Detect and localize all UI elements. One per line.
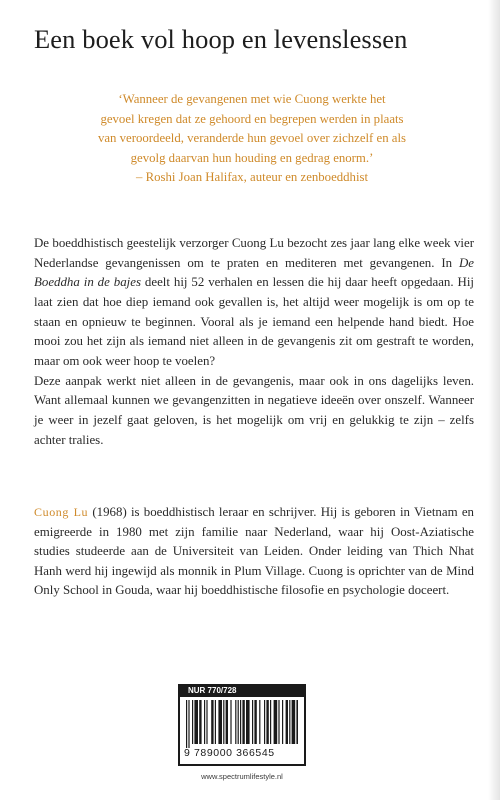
author-name: Cuong Lu bbox=[34, 505, 89, 519]
quote-line: van veroordeeld, veranderde hun gevoel over zichzelf en als bbox=[97, 131, 407, 146]
description-text: deelt hij 52 verhalen en lessen die hij daar heeft opgedaan. Hij laat zien dat hoe diep iemand ook gevallen is, het altijd weer mogelijk is om op te staan en opnieuw te beginnen. Vooral als je iemand een helpende hand biedt. Hoe mooi zou het zijn als iemand niet alleen in de gevangenis zit om gestraft te worden, maar om ook weer hoop te voelen? bbox=[34, 275, 474, 368]
description-paragraph-1 bbox=[34, 234, 474, 372]
quote-line: ‘Wanneer de gevangenen met wie Cuong werkte het bbox=[118, 92, 386, 106]
page-edge-shadow bbox=[488, 0, 500, 800]
isbn-number: 9 789000 366545 bbox=[184, 747, 275, 759]
bio-paragraph bbox=[34, 503, 474, 601]
bio-text: (1968) is boeddhistisch leraar en schrijver. Hij is geboren in Vietnam en emigreerde in 1980 met zijn familie naar Nederland, waar hij Oost-Aziatische studies studeerde aan de Universiteit van Leiden. Onder leiding van Thich Nhat Hanh werd hij ingewijd als monnik in Plum Village. Cuong is oprichter van de Mind Only School in Gouda, waar hij boeddhistische filosofie en psychologie doceert. bbox=[34, 505, 474, 598]
quote-attribution: – Roshi Joan Halifax, auteur en zenboeddhist bbox=[135, 170, 369, 185]
barcode-bars-icon bbox=[186, 700, 298, 748]
description-text: De boeddhistisch geestelijk verzorger Cuong Lu bezocht zes jaar lang elke week vier Nederlandse gevangenissen om te praten en mediteren met gevangenen. In bbox=[34, 236, 474, 270]
headline: Een boek vol hoop en levenslessen bbox=[34, 24, 408, 54]
nur-code: NUR 770/728 bbox=[178, 684, 306, 697]
book-title: De Boeddha in de bajes bbox=[34, 255, 474, 290]
endorsement-quote bbox=[52, 90, 452, 188]
author-bio bbox=[34, 503, 474, 601]
book-description bbox=[34, 234, 474, 450]
quote-line: gevolg daarvan hun houding en gedrag enorm.’ bbox=[130, 150, 374, 165]
barcode-frame bbox=[178, 697, 306, 766]
description-paragraph-2: Deze aanpak werkt niet alleen in de gevangenis, maar ook in ons dagelijks leven. Want allemaal kunnen we gevangenzitten in negatieve ideeën over onszelf. Wanneer je weer in jezelf gaat geloven, is het mogelijk om vrij en gelukkig te zijn – zelfs achter tralies. bbox=[34, 373, 474, 447]
publisher-website: www.spectrumlifestyle.nl bbox=[201, 772, 283, 781]
quote-line: gevoel kregen dat ze gehoord en begrepen werden in plaats bbox=[100, 111, 404, 126]
isbn-barcode bbox=[178, 684, 306, 768]
